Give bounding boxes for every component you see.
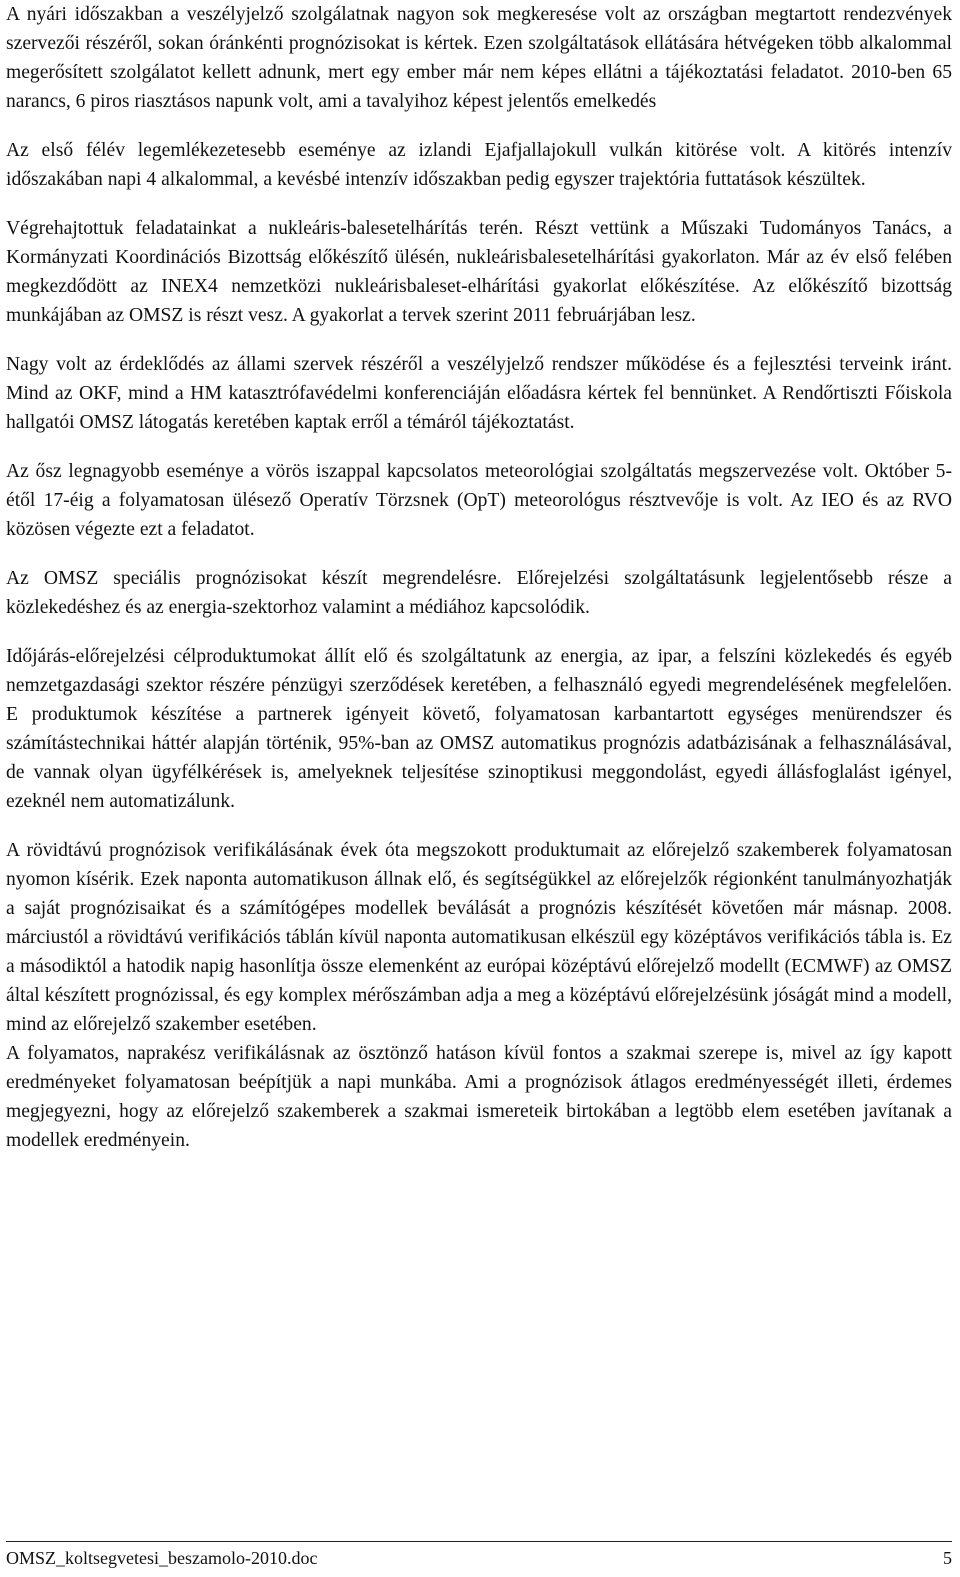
paragraph-continuous-verification: A folyamatos, naprakész verifikálásnak az ösztönző hatáson kívül fontos a szakmai szerepe is, mivel az így kapott eredményeket folyamatosan beépítjük a napi munkába. Ami a prognózisok átlagos eredményességét illeti, érdemes megjegyezni, hogy az előrejelző szakemberek a szakmai ismereteik birtokában a legtöbb elem esetében javítanak a modellek eredményein.	[6, 1043, 952, 1151]
paragraph-red-sludge-event: Az ősz legnagyobb eseménye a vörös iszappal kapcsolatos meteorológiai szolgáltatás megszervezése volt. Október 5-étől 17-éig a folyamatosan ülésező Operatív Törzsnek (OpT) meteorológus résztvevője is volt. Az IEO és az RVO közösen végezte ezt a feladatot.	[6, 461, 952, 540]
footer-filename: OMSZ_koltsegvetesi_beszamolo-2010.doc	[6, 1548, 318, 1568]
paragraph-short-range-verification: A rövidtávú prognózisok verifikálásának évek óta megszokott produktumait az előrejelző szakemberek folyamatosan nyomon kísérik. Ezek naponta automatikuson állnak elő, és segítségükkel az előrejelzők régionként tanulmányozhatják a saját prognózisaikat és a számítógépes modellek beválását a prognózis készítését követően már másnap. 2008. márciustól a rövidtávú verifikációs táblán kívül naponta automatikusan elkészül egy középtávos verifikációs tábla is. Ez a másodiktól a hatodik napig hasonlítja össze elemenként az európai középtávú előrejelző modellt (ECMWF) az OMSZ által készített prognózissal, és egy komplex mérőszámban adja a meg a középtávú előrejelzésünk jóságát mind a modell, mind az előrejelző szakember esetében.	[6, 840, 952, 1035]
page-footer	[6, 1541, 952, 1568]
footer-page-number: 5	[943, 1548, 952, 1568]
document-page	[6, 0, 952, 1155]
paragraph-nuclear-accident-prevention: Végrehajtottuk feladatainkat a nukleáris-balesetelhárítás terén. Részt vettünk a Műszaki Tudományos Tanács, a Kormányzati Koordinációs Bizottság előkészítő ülésén, nukleárisbalesetelhárítási gyakorlaton. Már az év első felében megkezdődött az INEX4 nemzetközi nukleárisbaleset-elhárítási gyakorlat előkészítése. Az előkészítő bizottság munkájában az OMSZ is részt vesz. A gyakorlat a tervek szerint 2011 februárjában lesz.	[6, 218, 952, 326]
paragraph-state-agencies-interest: Nagy volt az érdeklődés az állami szervek részéről a veszélyjelző rendszer működése és a fejlesztési terveink iránt. Mind az OKF, mind a HM katasztrófavédelmi konferenciáján előadásra kértek fel bennünket. A Rendőrtiszti Főiskola hallgatói OMSZ látogatás keretében kaptak erről a témáról tájékoztatást.	[6, 354, 952, 433]
paragraph-weather-warning-service: A nyári időszakban a veszélyjelző szolgálatnak nagyon sok megkeresése volt az országban megtartott rendezvények szervezői részéről, sokan óránkénti prognózisokat is kértek. Ezen szolgáltatások ellátására hétvégeken több alkalommal megerősített szolgálatot kellett adnunk, mert egy ember már nem képes ellátni a tájékoztatási feladatot. 2010-ben 65 narancs, 6 piros riasztásos napunk volt, ami a tavalyihoz képest jelentős emelkedés	[6, 4, 952, 112]
paragraph-target-products: Időjárás-előrejelzési célproduktumokat állít elő és szolgáltatunk az energia, az ipar, a felszíni közlekedés és egyéb nemzetgazdasági szektor részére pénzügyi szerződések keretében, a felhasználó egyedi megrendelésének megfelelően. E produktumok készítése a partnerek igényeit követő, folyamatosan karbantartott egységes menürendszer és számítástechnikai háttér alapján történik, 95%-ban az OMSZ automatikus prognózis adatbázisának a felhasználásával, de vannak olyan ügyfélkérések is, amelyeknek teljesítése szinoptikusi meggondolást, egyedi állásfoglalást igényel, ezeknél nem automatizálunk.	[6, 646, 952, 812]
paragraph-special-forecasts: Az OMSZ speciális prognózisokat készít megrendelésre. Előrejelzési szolgáltatásunk legjelentősebb része a közlekedéshez és az energia-szektorhoz valamint a médiához kapcsolódik.	[6, 568, 952, 618]
paragraph-volcano-eruption: Az első félév legemlékezetesebb eseménye az izlandi Ejafjallajokull vulkán kitörése volt. A kitörés intenzív időszakában napi 4 alkalommal, a kevésbé intenzív időszakban pedig egyszer trajektória futtatások készültek.	[6, 140, 952, 190]
